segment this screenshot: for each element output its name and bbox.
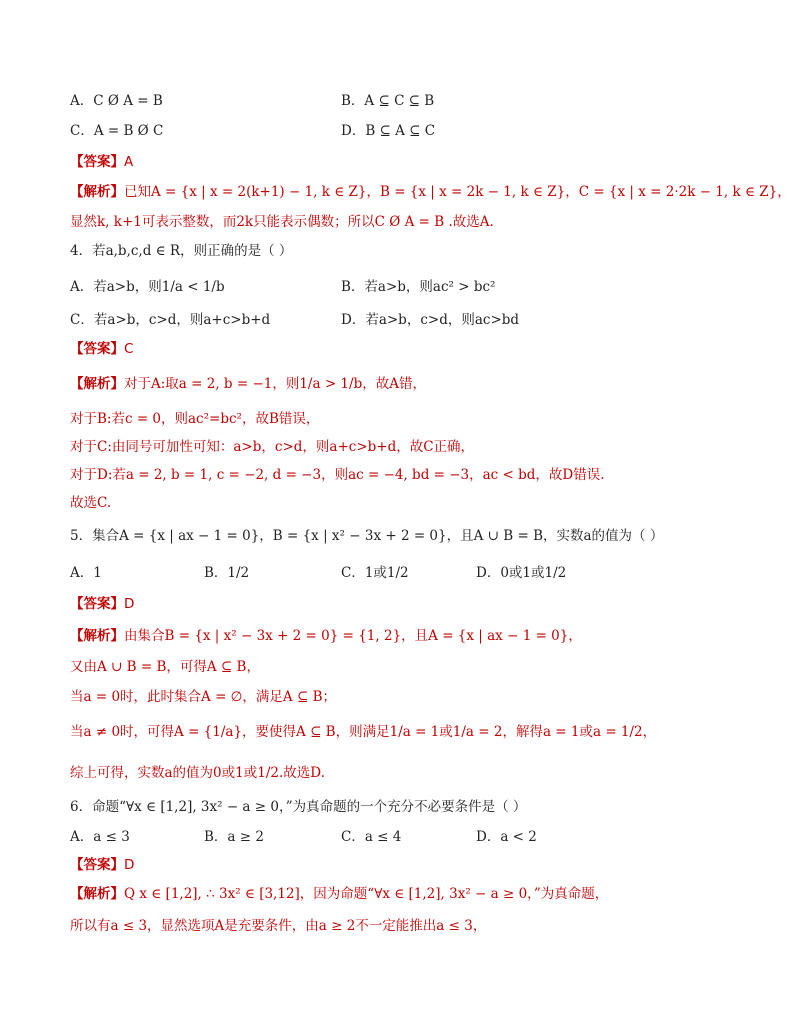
q5-analysis-4: 当a ≠ 0时，可得A = {1/a}，要使得A ⊆ B，则满足1/a = 1或1/a = 2，解得a = 1或a = 1/2， [70,724,657,740]
q4-analysis-5: 故选C. [70,495,112,511]
q4-option-b: B．若a>b，则ac² > bc² [341,279,496,295]
q5-option-d: D．0或1或1/2 [476,565,567,581]
analysis-label: 【解析】 [70,184,124,200]
q5-analysis-1 [70,626,582,646]
q6-stem: 6．命题“∀x ∈ [1,2], 3x² − a ≥ 0，”为真命题的一个充分不必要条件是（ ） [70,799,527,815]
q5-answer [70,594,134,614]
q6-analysis-text-1: Q x ∈ [1,2], ∴ 3x² ∈ [3,12]，因为命题“∀x ∈ [1,2], 3x² − a ≥ 0，”为真命题， [124,886,609,902]
q4-analysis-1 [70,374,426,394]
q4-analysis-2: 对于B:若c = 0，则ac²=bc²，故B错误， [70,411,320,427]
q6-option-a: A．a ≤ 3 [70,829,130,845]
q4-answer [70,339,133,359]
q3-answer [70,152,133,172]
q5-analysis-2: 又由A ∪ B = B，可得A ⊆ B， [70,659,260,675]
answer-label: 【答案】 [70,154,124,170]
answer-label: 【答案】 [70,341,124,357]
q4-option-c: C．若a>b，c>d，则a+c>b+d [70,312,271,328]
q4-stem: 4．若a,b,c,d ∈ R，则正确的是（ ） [70,243,293,259]
q5-option-c: C．1或1/2 [341,565,409,581]
q5-option-a: A．1 [70,565,102,581]
q6-option-d: D．a < 2 [476,829,537,845]
q4-option-d: D．若a>b，c>d，则ac>bd [341,312,520,328]
q3-analysis-2: 显然k, k+1可表示整数，而2k只能表示偶数；所以C Ø A = B .故选A. [70,214,494,230]
q4-analysis-4: 对于D:若a = 2, b = 1, c = −2, d = −3，则ac = −4, bd = −3，ac < bd，故D错误. [70,467,605,483]
q5-analysis-3: 当a = 0时，此时集合A = ∅，满足A ⊆ B； [70,689,336,705]
analysis-label: 【解析】 [70,628,124,644]
q5-option-b: B．1/2 [204,565,250,581]
q5-stem: 5．集合A = {x | ax − 1 = 0}，B = {x | x² − 3x + 2 = 0}，且A ∪ B = B，实数a的值为（ ） [70,528,664,544]
q4-option-a: A．若a>b，则1/a < 1/b [70,279,225,295]
q6-option-b: B．a ≥ 2 [204,829,264,845]
q5-answer-value: D [124,596,135,612]
q5-analysis-text-1: 由集合B = {x | x² − 3x + 2 = 0} = {1, 2}，且A = {x | ax − 1 = 0}， [124,628,582,644]
q3-option-d: D．B ⊆ A ⊆ C [341,123,436,139]
q3-option-a: A．C Ø A = B [70,93,163,109]
q6-analysis-1 [70,884,608,904]
q4-analysis-text-1: 对于A:取a = 2, b = −1，则1/a > 1/b，故A错， [124,376,426,392]
q6-answer [70,855,134,875]
q6-analysis-2: 所以有a ≤ 3，显然选项A是充要条件，由a ≥ 2不一定能推出a ≤ 3， [70,918,487,934]
q3-answer-value: A [124,154,134,170]
q6-answer-value: D [124,857,135,873]
q6-option-c: C．a ≤ 4 [341,829,402,845]
q4-analysis-3: 对于C:由同号可加性可知：a>b，c>d，则a+c>b+d，故C正确， [70,439,475,455]
answer-label: 【答案】 [70,857,124,873]
q3-option-c: C．A = B Ø C [70,123,164,139]
answer-label: 【答案】 [70,596,124,612]
analysis-label: 【解析】 [70,886,124,902]
analysis-label: 【解析】 [70,376,124,392]
q3-analysis-1 [70,182,791,202]
q4-answer-value: C [124,341,134,357]
q3-option-b: B．A ⊆ C ⊆ B [341,93,435,109]
q3-analysis-text-1: 已知A = {x | x = 2(k+1) − 1, k ∈ Z}，B = {x | x = 2k − 1, k ∈ Z}，C = {x | x = 2·2k − 1, k ∈ Z}， [124,184,791,200]
q5-analysis-5: 综上可得，实数a的值为0或1或1/2.故选D. [70,765,325,781]
